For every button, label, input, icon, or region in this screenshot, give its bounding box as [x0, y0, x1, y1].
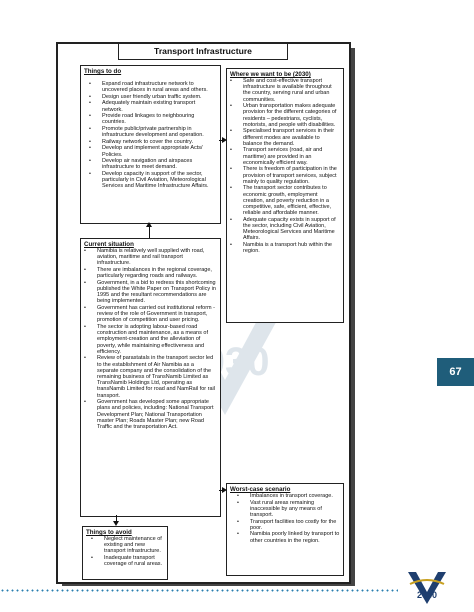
list-item: • Namibia is relatively well supplied with road, aviation, maritime and rail transport infrastructure. — [97, 248, 216, 267]
list-item: • Imbalances in transport coverage. — [250, 493, 340, 499]
page-number-badge: 67 — [437, 358, 474, 386]
dotted-footer-line — [0, 589, 398, 592]
list-item: • Develop capacity in support of the sector, particularly in Civil Aviation, Meteorological Services and Maritime Infrastructure Affairs. — [102, 171, 216, 190]
page-title: Transport Infrastructure — [118, 43, 288, 60]
list-item: • Railway network to cover the country. — [102, 139, 216, 145]
list-item: • Transport services (road, air and maritime) are provided in an economically efficient way. — [243, 147, 340, 166]
list-item: • Provide road linkages to neighbouring countries. — [102, 113, 216, 125]
vision-2030-logo — [404, 570, 450, 608]
things-to-avoid-box — [82, 526, 168, 580]
list-item: • Namibia is a transport hub within the region. — [243, 242, 340, 254]
list-item: • Adequately maintain existing transport network. — [102, 100, 216, 112]
list-item: • Safe and cost-effective transport infrastructure is available throughout the country, serving rural and urban communities. — [243, 78, 340, 103]
list-item: • Government, in a bid to redress this shortcoming published the White Paper on Transport Policy in 1995 and the resultant recommendations are being implemented. — [97, 280, 216, 305]
arrow-right-head — [222, 137, 227, 143]
arrow-up-head — [146, 222, 152, 227]
where-we-want-heading: Where we want to be (2030) — [230, 71, 311, 78]
current-situation-heading: Current situation — [84, 241, 134, 248]
list-item: • Review of parastatals in the transport sector led to the establishment of Air Namibia as a separate company and the consolidation of the remaining business of TransNamib Limited as TransNamib Holdings Ltd, operating as transNamib Limited for road and NamRail for rail transport. — [97, 355, 216, 398]
svg-text:2030: 2030 — [416, 590, 438, 600]
arrow-down-head — [113, 521, 119, 526]
list-item: • Government has carried out institutional reform - review of the role of Government in transport, promotion of competition and user pricing. — [97, 305, 216, 324]
things-to-do-box — [80, 65, 221, 224]
list-item: • The transport sector contributes to economic growth, employment creation, and poverty reduction in a competitive, safe, efficient, effective, reliable and affordable manner. — [243, 185, 340, 216]
list-item: • Government has developed some appropriate plans and policies, including: National Transport Development Plan; National Transportation master Plan; Roads Master Plan; new Road Traffic and the transportation Act. — [97, 399, 216, 430]
things-to-do-heading: Things to do — [84, 68, 122, 75]
list-item: • The sector is adopting labour-based road construction and maintenance, as a means of employment-creation and the alleviation of poverty, while maintaining effectiveness and efficiency. — [97, 324, 216, 355]
list-item: • Expand road infrastructure network to uncovered places in rural areas and others. — [102, 81, 216, 93]
list-item: • Develop air navigation and airspaces infrastructure to meet demand. — [102, 158, 216, 170]
list-item: • Urban transportation makes adequate provision for the different categories of residents – pedestrians, cyclists, motorists, and people with disabilities. — [243, 103, 340, 128]
list-item: • Vast rural areas remaining inaccessible by any means of transport. — [250, 500, 340, 519]
worst-case-heading: Worst-case scenario — [230, 486, 291, 493]
list-item: • Design user friendly urban traffic system. — [102, 94, 216, 100]
list-item: • Namibia poorly linked by transport to other countries in the region. — [250, 531, 340, 543]
list-item: • Specialised transport services in their different modes are available to balance the demand. — [243, 128, 340, 147]
current-situation-box — [80, 238, 221, 517]
list-item: • Neglect maintenance of existing and new transport infrastructure. — [104, 536, 164, 555]
list-item: • There are imbalances in the regional coverage, particularly regarding roads and railways. — [97, 267, 216, 279]
arrow-right-head-2 — [222, 487, 227, 493]
list-item: • Transport facilities too costly for the poor. — [250, 519, 340, 531]
list-item: • Inadequate transport coverage of rural areas. — [104, 555, 164, 567]
worst-case-box — [226, 483, 344, 576]
list-item: • There is freedom of participation in the provision of transport services, subject mainly to quality regulation. — [243, 166, 340, 185]
arrow-up-line — [149, 226, 150, 238]
list-item: • Adequate capacity exists in support of the sector, including Civil Aviation, Meteorological Services and Maritime Affairs. — [243, 217, 340, 242]
list-item: • Develop and implement appropriate Acts/ Policies. — [102, 145, 216, 157]
where-we-want-box — [226, 68, 344, 323]
list-item: • Promote public/private partnership in infrastructure development and operation. — [102, 126, 216, 138]
things-to-avoid-heading: Things to avoid — [86, 529, 132, 536]
